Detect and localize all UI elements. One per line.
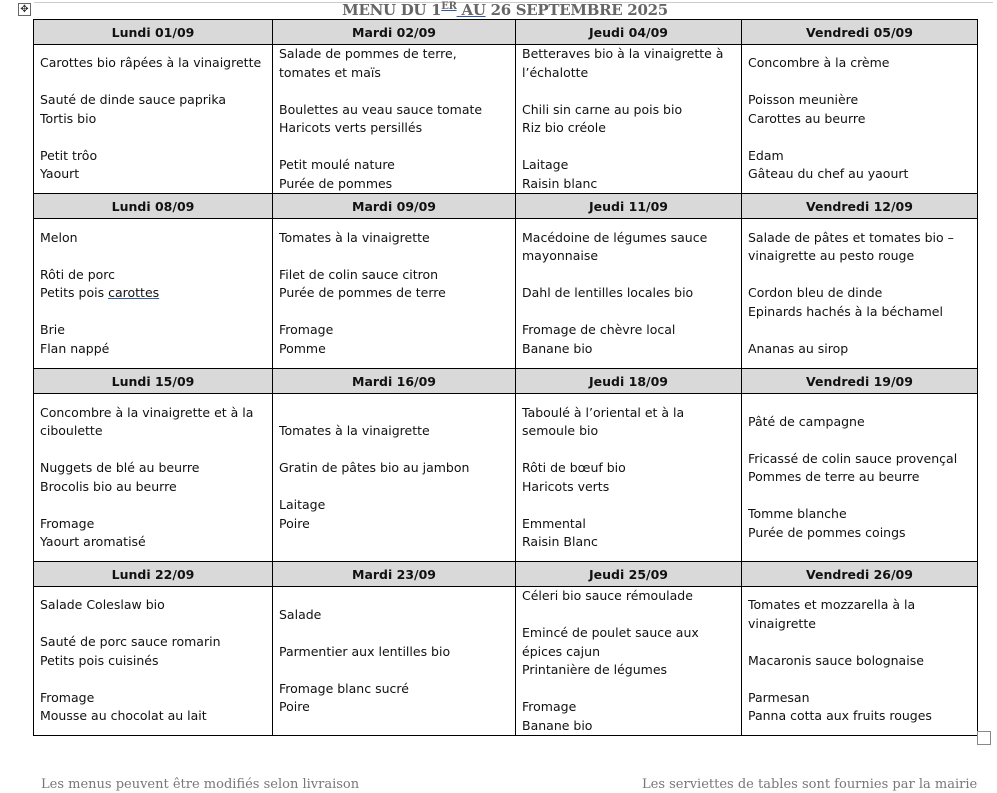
title-suffix: 26 SEPTEMBRE 2025 [485,1,668,19]
course-spacer [279,441,509,460]
course-spacer [279,82,509,101]
menu-item: Fromage [279,322,334,338]
course-spacer [40,496,266,515]
menu-item: Melon [40,229,78,245]
menu-item: Salade [279,606,322,622]
menu-item: Tomates à la vinaigrette [279,423,430,438]
day-menu-cell[interactable] [516,394,742,562]
day-menu-cell[interactable] [34,45,273,194]
menu-item: Fromage [40,689,95,705]
menu-item: Nuggets de blé au beurre [40,460,200,475]
menu-item: Salade Coleslaw bio [40,597,165,613]
menu-item: Carottes au beurre [748,110,866,126]
course-spacer [40,615,266,634]
day-menu-cell[interactable] [742,394,978,562]
week-header-row [34,562,978,587]
day-menu-cell[interactable] [273,587,516,736]
menu-item: Yaourt aromatisé [40,534,146,549]
menu-item: Emincé de poulet sauce aux épices cajun [522,625,699,659]
course-spacer [748,128,971,147]
menu-item: Parmentier aux lentilles bio [279,643,451,659]
day-header: Mardi 23/09 [273,562,516,587]
menu-item: Purée de pommes de terre [279,285,446,301]
course-spacer [522,82,735,101]
course-spacer [40,303,266,322]
menu-item: Pommes de terre au beurre [748,469,920,485]
week-header-row [34,194,978,219]
menu-item: Concombre à la crème [748,55,890,71]
course-spacer [522,303,735,322]
menu-item: Poisson meunière [748,92,859,108]
menu-item: Taboulé à l’oriental et à la semoule bio [522,404,685,438]
menu-item: Rôti de bœuf bio [522,460,626,475]
menu-item: Mousse au chocolat au lait [40,708,207,724]
menu-item: Chili sin carne au pois bio [522,101,683,117]
menu-item: Tomates et mozzarella à la vinaigrette [748,597,916,631]
menu-item: Poire [279,699,310,714]
course-spacer [279,624,509,643]
menu-item: Raisin Blanc [522,534,598,549]
day-menu-cell[interactable] [742,45,978,194]
day-menu-cell[interactable] [273,45,516,194]
menu-item: Tomme blanche [748,506,847,522]
course-spacer [522,606,735,625]
day-menu-cell[interactable] [516,45,742,194]
week-header-row [34,20,978,45]
menu-item: Purée de pommes [279,175,393,191]
menu-item: Emmental [522,515,586,531]
menu-item: Fricassé de colin sauce provençal [748,450,958,466]
menu-item: Banane bio [522,717,593,733]
course-spacer [522,138,735,157]
menu-item: Fromage blanc sucré [279,680,409,696]
menu-item: Haricots verts [522,478,610,494]
course-spacer [522,680,735,699]
menu-title [0,1,997,19]
menu-item: Petits pois cuisinés [40,652,159,668]
menu-item: Cordon bleu de dinde [748,285,883,301]
menu-item: Laitage [522,157,569,172]
day-menu-cell[interactable] [273,219,516,369]
course-spacer [40,247,266,266]
week-header-row [34,369,978,394]
day-header: Vendredi 12/09 [742,194,978,219]
course-spacer [279,247,509,266]
menu-item: Poire [279,515,310,531]
course-spacer [748,266,971,285]
day-menu-cell[interactable] [34,587,273,736]
day-menu-cell[interactable] [516,219,742,369]
course-spacer [748,431,971,450]
menu-item: Macédoine de légumes sauce mayonnaise [522,229,708,264]
week-menu-row [34,587,978,736]
menu-item: Haricots verts persillés [279,120,423,135]
menu-item: Gratin de pâtes bio au jambon [279,460,470,475]
day-header: Jeudi 25/09 [516,562,742,587]
title-superscript: ER [441,1,457,12]
title-prefix: MENU DU 1 [342,1,442,19]
day-header: Vendredi 19/09 [742,369,978,394]
menu-item: Printanière de légumes [522,662,668,677]
table-move-handle-icon[interactable]: ✥ [18,3,31,16]
course-spacer [40,128,266,147]
day-header: Mardi 16/09 [273,369,516,394]
menu-item: Pomme [279,340,326,356]
course-spacer [748,633,971,652]
course-spacer [522,441,735,460]
day-header: Vendredi 05/09 [742,20,978,45]
week-menu-row [34,219,978,369]
course-spacer [522,496,735,515]
menu-item: Filet de colin sauce citron [279,266,439,282]
menu-item: Macaronis sauce bolognaise [748,652,924,668]
menu-item: Salade de pommes de terre, tomates et maïs [279,46,457,80]
menu-item: Ananas au sirop [748,340,849,356]
menu-item: Edam [748,147,784,163]
day-header: Lundi 01/09 [34,20,273,45]
course-spacer [279,303,509,322]
menu-item: Boulettes au veau sauce tomate [279,101,483,117]
day-header: Jeudi 11/09 [516,194,742,219]
menu-item: Laitage [279,497,326,512]
course-spacer [279,661,509,680]
week-menu-row [34,45,978,194]
menu-item: Raisin blanc [522,175,598,191]
menu-item: Sauté de dinde sauce paprika [40,92,227,108]
spellcheck-underline: carottes [108,285,160,301]
menu-item: Petits pois carottes [40,285,160,301]
menu-item: Sauté de porc sauce romarin [40,634,221,650]
menu-item: Panna cotta aux fruits rouges [748,708,932,724]
menu-item: Parmesan [748,689,810,705]
menu-item: Fromage de chèvre local [522,322,676,338]
course-spacer [279,478,509,497]
day-header: Vendredi 26/09 [742,562,978,587]
course-spacer [522,266,735,285]
menu-item: Tortis bio [40,110,97,126]
day-menu-cell[interactable] [742,587,978,736]
course-spacer [40,441,266,460]
table-resize-handle-icon[interactable] [977,731,991,745]
menu-table [33,19,978,736]
day-header: Jeudi 04/09 [516,20,742,45]
menu-item: Céleri bio sauce rémoulade [522,588,693,603]
course-spacer [279,138,509,157]
course-spacer [748,321,971,340]
course-spacer [748,670,971,689]
day-header: Lundi 22/09 [34,562,273,587]
menu-item: Fromage [522,699,577,714]
menu-item: Flan nappé [40,340,110,356]
course-spacer [40,73,266,92]
day-header: Lundi 08/09 [34,194,273,219]
menu-item: Gâteau du chef au yaourt [748,166,909,182]
menu-item: Rôti de porc [40,266,116,282]
menu-item: Riz bio créole [522,120,606,135]
title-middle: AU [456,1,486,19]
day-menu-cell[interactable] [34,394,273,562]
menu-item: Salade de pâtes et tomates bio – vinaigrette au pesto rouge [748,229,954,264]
course-spacer [40,670,266,689]
menu-item: Dahl de lentilles locales bio [522,285,694,301]
menu-item: Carottes bio râpées à la vinaigrette [40,55,262,71]
menu-item: Purée de pommes coings [748,524,906,540]
day-header: Mardi 09/09 [273,194,516,219]
day-menu-cell[interactable] [34,219,273,369]
day-menu-cell[interactable] [516,587,742,736]
menu-item: Pâté de campagne [748,413,865,429]
menu-item: Banane bio [522,340,593,356]
day-header: Lundi 15/09 [34,369,273,394]
menu-item: Petit moulé nature [279,157,395,172]
menu-item: Fromage [40,515,95,531]
course-spacer [748,73,971,92]
menu-item: Yaourt [40,166,80,182]
menu-item: Brocolis bio au beurre [40,478,177,494]
menu-item: Epinards hachés à la béchamel [748,303,943,319]
menu-item: Brie [40,322,65,338]
menu-item: Tomates à la vinaigrette [279,229,430,245]
menu-item: Betteraves bio à la vinaigrette à l’échalotte [522,46,724,80]
week-menu-row [34,394,978,562]
menu-item: Petit trôo [40,147,98,163]
footer-note-left: Les menus peuvent être modifiés selon livraison [41,777,360,792]
menu-item: Concombre à la vinaigrette et à la ciboulette [40,404,254,438]
course-spacer [748,487,971,506]
day-menu-cell[interactable] [742,219,978,369]
day-menu-cell[interactable] [273,394,516,562]
day-header: Jeudi 18/09 [516,369,742,394]
day-header: Mardi 02/09 [273,20,516,45]
footer-note-right: Les serviettes de tables sont fournies par la mairie [642,777,978,792]
